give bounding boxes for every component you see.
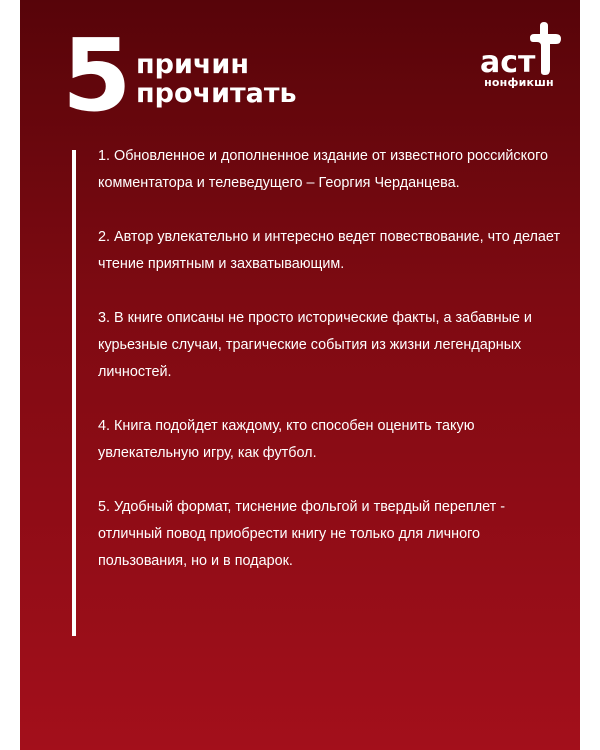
reason-item: 5. Удобный формат, тиснение фольгой и твердый переплет - отличный повод приобрести книгу не только для личного пользования, но и в подарок. [98,499,506,569]
promo-card [20,0,580,750]
ast-publisher-logo-icon [478,20,568,80]
headline-line-1: причин [136,49,250,80]
reason-item: 3. В книге описаны не просто исторические факты, а забавные и курьезные случаи, трагические события из жизни легендарных личностей. [98,310,532,380]
headline [136,50,297,108]
logo-subtitle: нонфикшн [484,76,554,89]
reasons-list [98,143,568,602]
reason-item: 1. Обновленное и дополненное издание от известного российского комментатора и телеведущего – Георгия Черданцева. [98,148,549,191]
reason-count: 5 [62,17,130,134]
headline-line-2: прочитать [136,78,297,109]
reason-item: 2. Автор увлекательно и интересно ведет повествование, что делает чтение приятным и захватывающим. [98,229,561,272]
vertical-accent-line [72,150,76,636]
reason-item: 4. Книга подойдет каждому, кто способен оценить такую увлекательную игру, как футбол. [98,418,475,461]
logo-mark: аст [480,45,536,80]
publisher-logo [478,20,568,96]
